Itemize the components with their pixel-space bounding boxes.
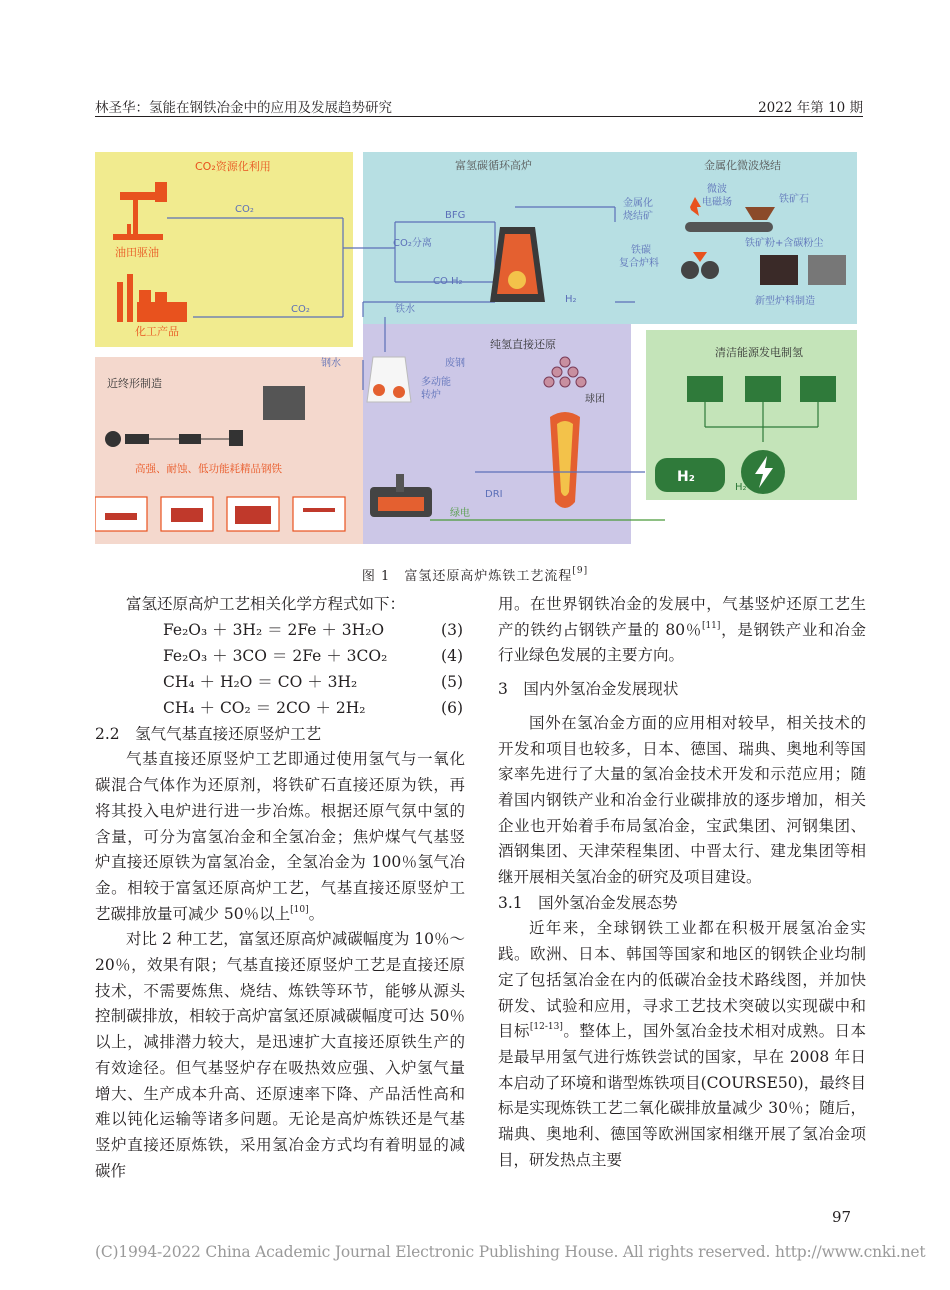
- bof-label-2: 转炉: [421, 390, 441, 401]
- h2-bf-label: H₂: [565, 294, 577, 305]
- left-column: [95, 592, 465, 1184]
- burden-sample-dark: [760, 255, 798, 285]
- steel-water-label: 钢水: [321, 358, 341, 369]
- metal-sinter-label: 金属化: [623, 198, 653, 209]
- equation-3: Fe₂O₃ ＋ 3H₂ ＝ 2Fe ＋ 3H₂O (3): [163, 620, 463, 639]
- dri-panel-title: 纯氢直接还原: [490, 338, 556, 351]
- ore-powder-label: 铁矿粉+含碳粉尘: [745, 238, 824, 249]
- running-header-title: 林圣华：氢能在钢铁冶金中的应用及发展趋势研究: [95, 100, 392, 116]
- nearnet-panel-title: 近终形制造: [107, 377, 162, 390]
- clean-panel-title: 清洁能源发电制氢: [715, 346, 803, 359]
- new-burden-label: 新型炉料制造: [755, 296, 815, 307]
- header-rule: [95, 116, 863, 117]
- co2-bottom-label: CO₂: [291, 304, 310, 315]
- paragraph-continued: 用。在世界钢铁冶金的发展中，气基竖炉还原工艺生产的铁约占钢铁产量的 80％[11]，是钢铁产业和冶金行业绿色发展的主要方向。: [498, 595, 866, 665]
- composite-label: 复合炉料: [619, 258, 659, 269]
- page-number: 97: [832, 1208, 852, 1226]
- fe-c-label: 铁碳: [631, 245, 651, 256]
- paragraph-foreign: 近年来，全球钢铁工业都在积极开展氢冶金实践。欧洲、日本、韩国等国家和地区的钢铁企业均制定了包括氢冶金在内的低碳冶金技术路线图，并加快研发、试验和应用，寻求工艺技术突破以实现碳中和目标[12-13]。整体上，国外氢冶金技术相对成熟。日本是最早用氢气进行炼铁尝试的国家，早在 2008 年日本启动了环境和谐型炼铁项目(COURSE50)，最终目标是实现炼铁工艺二氧化碳排放量减少 30％；随后，瑞典、奥地利、德国等欧洲国家相继开展了氢冶金项目，研发热点主要: [498, 919, 866, 1169]
- solar-panel-icon: [687, 376, 723, 402]
- equation-4: Fe₂O₃ ＋ 3CO ＝ 2Fe ＋ 3CO₂ (4): [163, 646, 463, 665]
- svg-text:H₂: H₂: [677, 469, 695, 485]
- burden-sample-grey: [808, 255, 846, 285]
- paragraph-shaft-furnace: 气基直接还原竖炉工艺即通过使用氢气与一氧化碳混合气体作为还原剂，将铁矿石直接还原为铁，再将其投入电炉进行进一步冶炼。根据还原气氛中氢的含量，可分为富氢冶金和全氢冶金；焦炉煤气气基竖炉直接还原铁为富氢冶金，全氢冶金为 100％氢气冶金。相较于富氢还原高炉工艺，气基直接还原竖炉工艺碳排放量可减少 50％以上[10]。: [95, 750, 465, 923]
- iron-ore-label: 铁矿石: [779, 194, 809, 205]
- sun-icon: [745, 376, 781, 402]
- equation-intro: 富氢还原高炉工艺相关化学方程式如下：: [126, 595, 406, 613]
- co2-top-label: CO₂: [235, 204, 254, 215]
- sinter-panel-title: 金属化微波烧结: [704, 159, 781, 172]
- hot-metal-label: 铁水: [395, 304, 415, 315]
- section-3-1-heading: 3.1 国外氢冶金发展态势: [498, 893, 678, 912]
- right-column: [498, 592, 866, 1173]
- bof-icon: [367, 357, 411, 402]
- bof-label-1: 多动能: [421, 377, 451, 388]
- paragraph-status: 国外在氢冶金方面的应用相对较早，相关技术的开发和项目也较多，日本、德国、瑞典、奥地利等国家率先进行了大量的氢冶金技术开发和示范应用；随着国内钢铁产业和冶金行业碳排放的逐步增加，相关企业也开始着手布局氢冶金，宝武集团、河钢集团、酒钢集团、天津荣程集团、中晋太行、建龙集团等相继开展相关氢冶金的研究及项目建设。: [498, 713, 866, 887]
- figure-caption: 图 1 富氢还原高炉炼铁工艺流程[9]: [361, 566, 589, 584]
- metal-sinter-label-2: 烧结矿: [623, 211, 653, 222]
- scrap-label: 废钢: [445, 358, 465, 369]
- pellet-label: 球团: [585, 394, 605, 405]
- oilfield-label: 油田驱油: [115, 246, 159, 259]
- green-power-label: 绿电: [450, 508, 470, 519]
- section-3-heading: 3 国内外氢冶金发展现状: [498, 680, 679, 699]
- co2-panel-title: CO₂资源化利用: [195, 160, 271, 173]
- bf-panel-title: 富氢碳循环高炉: [455, 159, 532, 172]
- section-2-2-heading: 2.2 氢气气基直接还原竖炉工艺: [95, 724, 322, 743]
- bfg-label: BFG: [445, 210, 466, 221]
- paragraph-comparison: 对比 2 种工艺，富氢还原高炉减碳幅度为 10％～20％，效果有限；气基直接还原竖炉工艺是直接还原技术，不需要炼焦、烧结、炼铁等环节，能够从源头控制碳排放，相较于高炉富氢还原减碳幅度可达 50％以上，减排潜力较大，是迅速扩大直接还原铁生产的有效途径。但气基竖炉存在吸热效应强、入炉氢气量增大、生产成本升高、还原速率下降、产品活性高和难以钝化运输等诸多问题。无论是高炉炼铁还是气基竖炉直接还原炼铁，采用氢冶金方式均有着明显的减碳作: [95, 930, 465, 1180]
- h2-tank-icon: [655, 458, 725, 492]
- chem-label: 化工产品: [135, 325, 179, 338]
- process-flow-figure: [95, 152, 857, 544]
- dri-label: DRI: [485, 489, 503, 500]
- equation-6: CH₄ ＋ CO₂ ＝ 2CO ＋ 2H₂ (6): [163, 698, 463, 717]
- h2-out-label: H₂: [735, 482, 747, 493]
- equation-5: CH₄ ＋ H₂O ＝ CO ＋ 3H₂ (5): [163, 672, 463, 691]
- co-h2-label: CO H₂: [433, 276, 463, 287]
- running-header-issue: 2022 年第 10 期: [758, 100, 863, 116]
- em-field-label: 电磁场: [702, 197, 732, 208]
- microwave-label: 微波: [707, 184, 727, 195]
- copyright-footer: (C)1994-2022 China Academic Journal Electronic Publishing House. All rights reserved. http://www.cnki.net: [95, 1243, 926, 1261]
- high-strength-label: 高强、耐蚀、低功能耗精品钢铁: [135, 463, 282, 475]
- power-icon: [741, 450, 785, 494]
- co2-separation-label: CO₂分离: [393, 238, 432, 249]
- wind-turbine-icon: [800, 376, 836, 402]
